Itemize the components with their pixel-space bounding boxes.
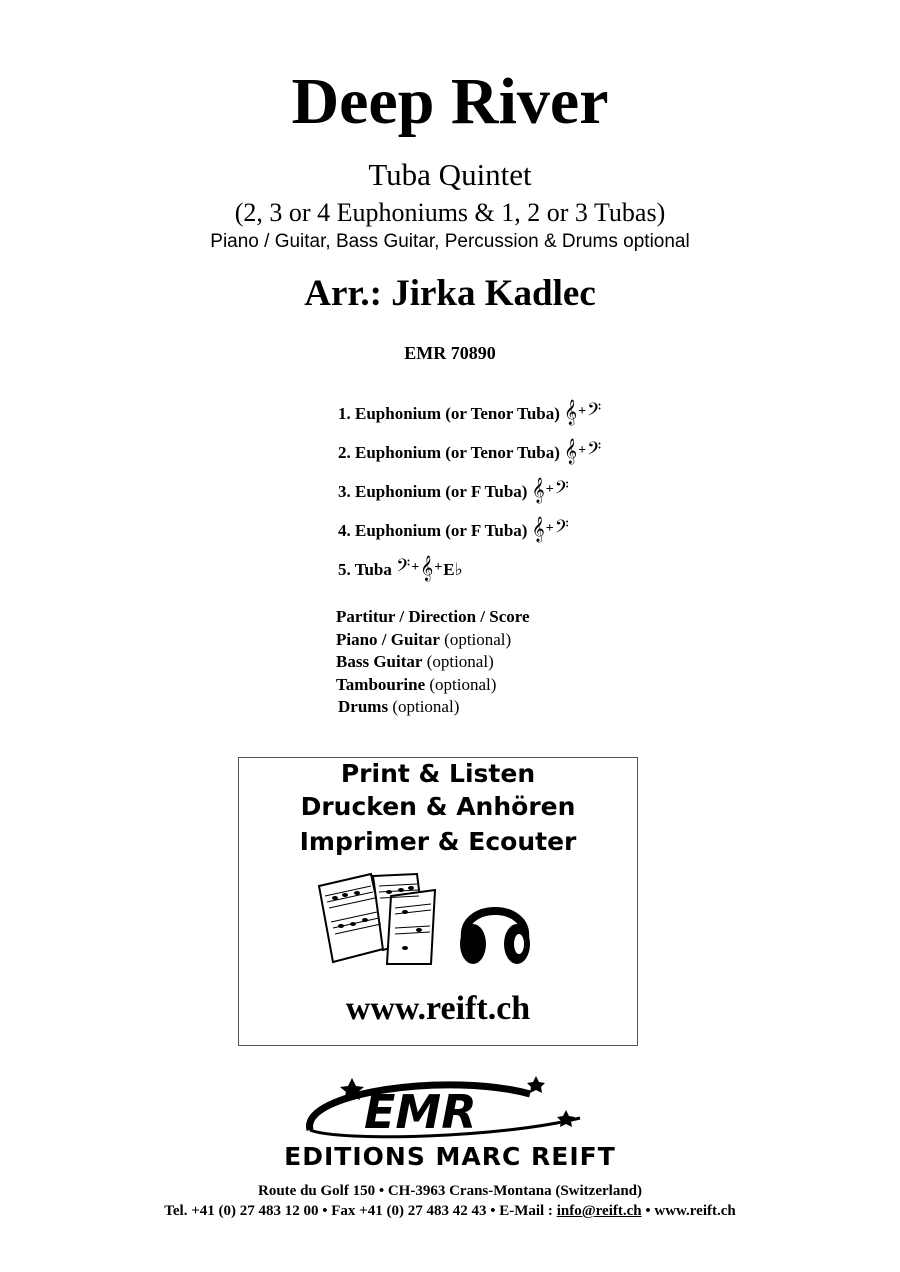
material-note: (optional) — [439, 629, 512, 649]
plus-sign: + — [578, 443, 587, 458]
material-item — [336, 674, 530, 697]
bass-clef-icon: 𝄢 — [554, 478, 569, 503]
part-label: 1. Euphonium (or Tenor Tuba) — [338, 404, 560, 423]
material-name: Drums — [338, 697, 389, 716]
print-listen-box — [238, 757, 638, 1046]
emr-logo-icon — [300, 1072, 590, 1144]
email-link[interactable]: info@reift.ch — [556, 1203, 642, 1219]
headphones-icon — [457, 888, 533, 968]
page-title: Deep River — [291, 65, 609, 138]
publisher-name: EDITIONS MARC REIFT — [284, 1142, 616, 1171]
material-name: Tambourine — [336, 674, 426, 694]
logo-text: EMR — [364, 1085, 477, 1139]
part-item — [338, 556, 601, 595]
plus-sign: + — [434, 560, 443, 575]
plus-sign: + — [545, 482, 554, 497]
plus-sign: + — [411, 560, 420, 575]
website-url[interactable]: www.reift.ch — [345, 990, 531, 1027]
material-item — [336, 629, 530, 652]
material-name: Partitur / Direction / Score — [336, 607, 530, 626]
promo-line-french: Imprimer & Ecouter — [299, 827, 577, 856]
catalog-number: EMR 70890 — [404, 343, 496, 363]
material-note: (optional) — [425, 674, 497, 694]
bass-clef-icon: 𝄢 — [587, 439, 602, 464]
optional-instruments: Piano / Guitar, Bass Guitar, Percussion & Drums optional — [210, 231, 690, 252]
treble-clef-icon: 𝄞 — [531, 478, 545, 503]
publisher-contact — [0, 1200, 900, 1222]
subtitle: Tuba Quintet — [368, 157, 532, 192]
bass-clef-icon: 𝄢 — [554, 517, 569, 542]
material-note: (optional) — [388, 697, 460, 716]
contact-website[interactable]: • www.reift.ch — [641, 1203, 736, 1219]
plus-sign: + — [578, 404, 587, 419]
bass-clef-icon: 𝄢 — [396, 556, 411, 581]
treble-clef-icon: 𝄞 — [531, 517, 545, 542]
plus-sign: + — [545, 521, 554, 536]
part-label: 3. Euphonium (or F Tuba) — [338, 482, 528, 501]
part-label: 5. Tuba — [338, 560, 392, 579]
treble-clef-icon: 𝄞 — [564, 400, 578, 425]
material-name: Piano / Guitar — [336, 629, 440, 649]
sheet-music-icon — [313, 868, 445, 968]
bass-clef-icon: 𝄢 — [587, 400, 602, 425]
parts-list — [338, 400, 601, 595]
part-label: 4. Euphonium (or F Tuba) — [338, 521, 528, 540]
material-item — [338, 696, 530, 719]
treble-clef-icon: 𝄞 — [564, 439, 578, 464]
contact-phone-fax: Tel. +41 (0) 27 483 12 00 • Fax +41 (0) 27 483 42 43 • E-Mail : — [164, 1203, 557, 1219]
promo-line-german: Drucken & Anhören — [300, 792, 576, 821]
treble-clef-icon: 𝄞 — [420, 556, 434, 581]
part-label: 2. Euphonium (or Tenor Tuba) — [338, 443, 560, 462]
arranger: Arr.: Jirka Kadlec — [304, 273, 596, 314]
part-item — [338, 400, 601, 439]
materials-list — [336, 606, 530, 719]
material-item — [336, 651, 530, 674]
part-item — [338, 517, 601, 556]
e-flat-label: E♭ — [443, 560, 463, 579]
part-item — [338, 439, 601, 478]
publisher-address: Route du Golf 150 • CH-3963 Crans-Montana (Switzerland) — [258, 1183, 642, 1199]
material-name: Bass Guitar — [336, 652, 423, 671]
material-note: (optional) — [422, 652, 494, 671]
instrumentation: (2, 3 or 4 Euphoniums & 1, 2 or 3 Tubas) — [234, 198, 666, 227]
part-item — [338, 478, 601, 517]
promo-line-english: Print & Listen — [340, 759, 536, 788]
material-item — [336, 606, 530, 629]
